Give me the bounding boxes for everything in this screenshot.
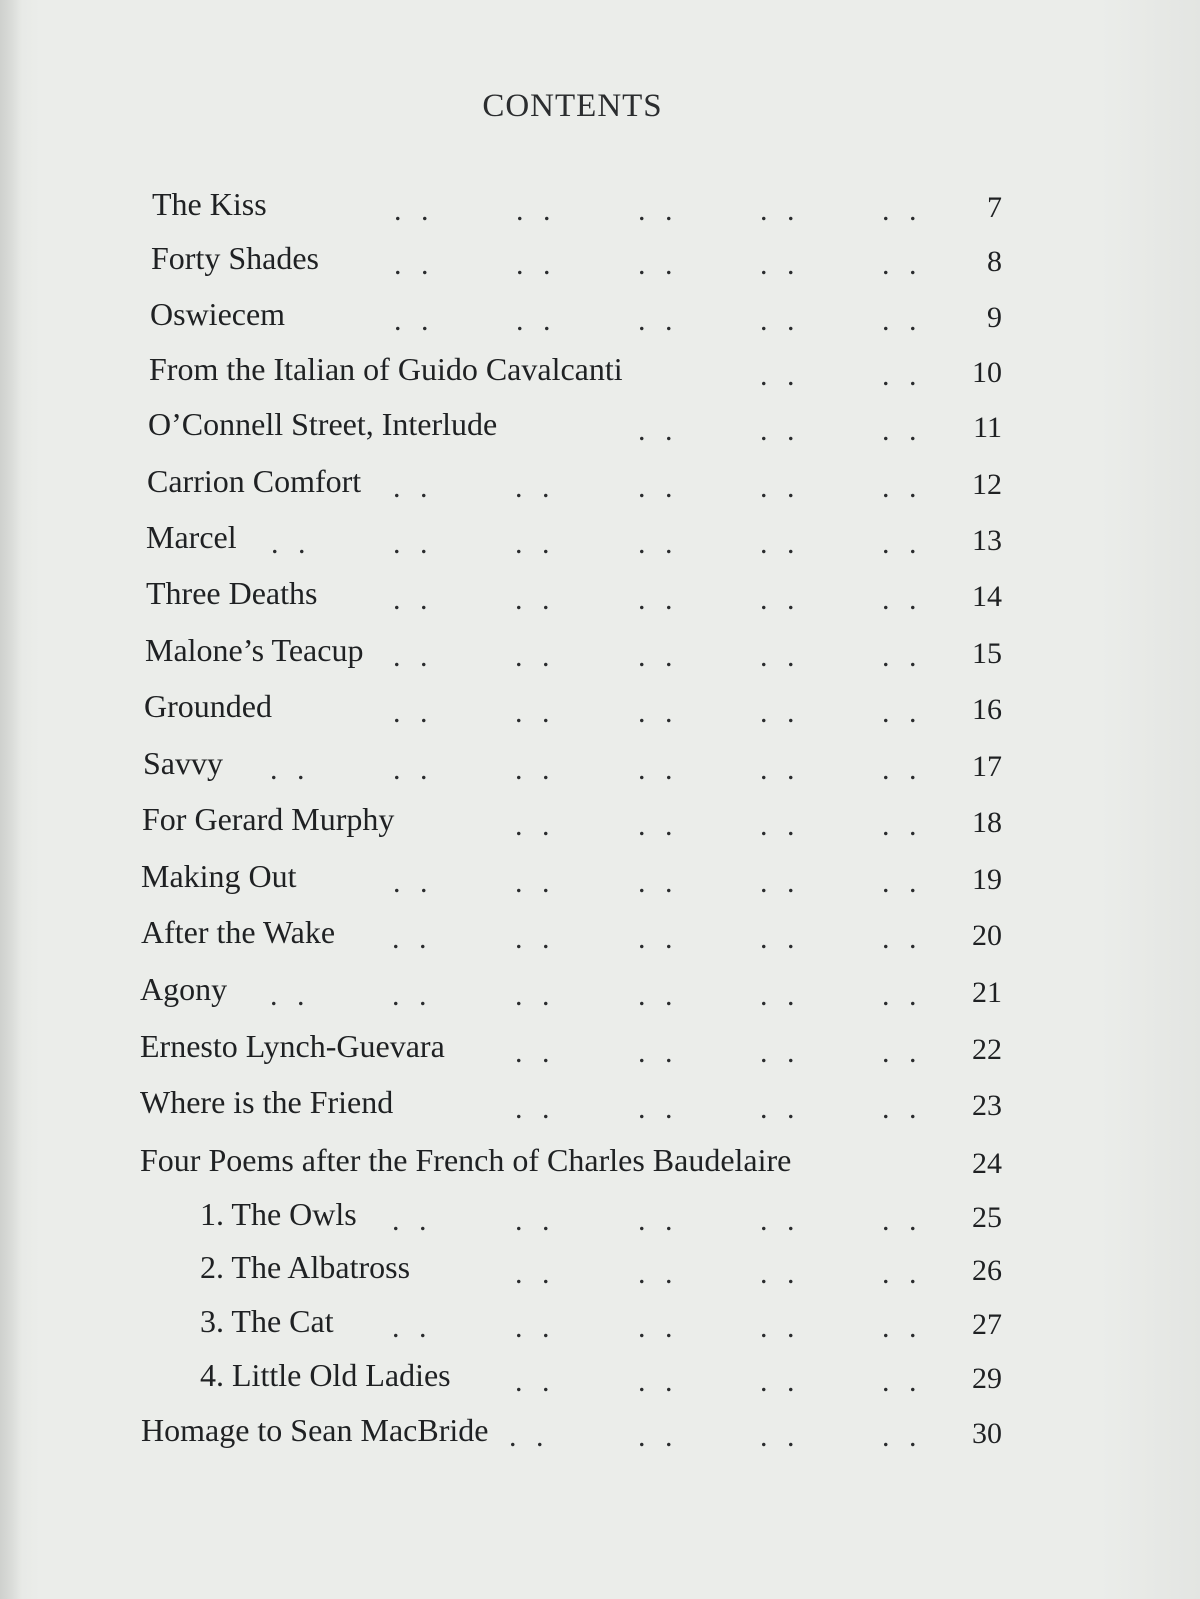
- entry-title: Malone’s Teacup: [145, 632, 364, 668]
- dot-leader: . .: [638, 248, 679, 281]
- entry-page-number: 29: [972, 1362, 1002, 1395]
- entry-page-number: 17: [972, 750, 1002, 783]
- dot-leader: . .: [394, 304, 435, 337]
- toc-entry: [0, 630, 1200, 673]
- toc-entry: [0, 1194, 1200, 1237]
- entry-page-number: 15: [972, 637, 1002, 670]
- dot-leader: . .: [882, 194, 923, 227]
- dot-leader: . .: [638, 414, 679, 447]
- entry-title: From the Italian of Guido Cavalcanti: [149, 351, 623, 387]
- dot-leader: . .: [515, 527, 556, 560]
- dot-leader: . .: [638, 922, 679, 955]
- entry-title: Three Deaths: [146, 575, 318, 611]
- dot-leader: . .: [638, 527, 679, 560]
- toc-entry: [0, 238, 1200, 281]
- dot-leader: . .: [760, 1092, 801, 1125]
- dot-leader: . .: [760, 1420, 801, 1453]
- dot-leader: . .: [882, 471, 923, 504]
- entry-page-number: 10: [972, 356, 1002, 389]
- dot-leader: . .: [760, 194, 801, 227]
- toc-entry: [0, 912, 1200, 955]
- entry-title: 2. The Albatross: [200, 1249, 411, 1285]
- entry-page-number: 24: [972, 1147, 1002, 1180]
- dot-leader: . .: [760, 1311, 801, 1344]
- entry-title: Four Poems after the French of Charles Baudelaire: [140, 1142, 792, 1178]
- dot-leader: . .: [638, 809, 679, 842]
- dot-leader: . .: [638, 1036, 679, 1069]
- dot-leader: . .: [509, 1420, 550, 1453]
- toc-entry: [0, 404, 1200, 447]
- entry-page-number: 19: [972, 863, 1002, 896]
- toc-entry: [0, 1026, 1200, 1069]
- toc-entry: [0, 743, 1200, 786]
- dot-leader: . .: [393, 583, 434, 616]
- dot-leader: . .: [515, 922, 556, 955]
- entry-page-number: 27: [972, 1308, 1002, 1341]
- dot-leader: . .: [638, 1092, 679, 1125]
- dot-leader: . .: [516, 248, 557, 281]
- toc-entry: [0, 1301, 1200, 1344]
- entry-title: 4. Little Old Ladies: [200, 1357, 451, 1393]
- dot-leader: . .: [882, 1257, 923, 1290]
- dot-leader: . .: [515, 753, 556, 786]
- entry-page-number: 14: [972, 580, 1002, 613]
- toc-entry: [0, 1410, 1200, 1453]
- toc-entry: [0, 1247, 1200, 1290]
- dot-leader: . .: [638, 1204, 679, 1237]
- entry-page-number: 26: [972, 1254, 1002, 1287]
- dot-leader: . .: [882, 866, 923, 899]
- dot-leader: . .: [882, 696, 923, 729]
- dot-leader: . .: [760, 640, 801, 673]
- toc-entry: [0, 686, 1200, 729]
- dot-leader: . .: [515, 866, 556, 899]
- toc-entry: [0, 799, 1200, 842]
- dot-leader: . .: [760, 1257, 801, 1290]
- dot-leader: . .: [882, 1092, 923, 1125]
- toc-entry: [0, 517, 1200, 560]
- dot-leader: . .: [882, 359, 923, 392]
- dot-leader: . .: [638, 471, 679, 504]
- dot-leader: . .: [515, 640, 556, 673]
- dot-leader: . .: [638, 640, 679, 673]
- dot-leader: . .: [760, 471, 801, 504]
- dot-leader: . .: [882, 1036, 923, 1069]
- entry-title: O’Connell Street, Interlude: [148, 406, 498, 442]
- toc-entry: [0, 1082, 1200, 1125]
- dot-leader: . .: [638, 1365, 679, 1398]
- dot-leader: . .: [394, 194, 435, 227]
- dot-leader: . .: [760, 809, 801, 842]
- entry-title: After the Wake: [141, 914, 336, 950]
- dot-leader: . .: [515, 809, 556, 842]
- dot-leader: . .: [638, 753, 679, 786]
- dot-leader: . .: [760, 979, 801, 1012]
- dot-leader: . .: [515, 696, 556, 729]
- dot-leader: . .: [882, 640, 923, 673]
- entry-title: 3. The Cat: [200, 1303, 334, 1339]
- entry-page-number: 21: [972, 976, 1002, 1009]
- dot-leader: . .: [638, 583, 679, 616]
- dot-leader: . .: [760, 414, 801, 447]
- entry-title: Where is the Friend: [140, 1084, 394, 1120]
- dot-leader: . .: [638, 696, 679, 729]
- entry-page-number: 8: [987, 245, 1002, 278]
- dot-leader: . .: [638, 194, 679, 227]
- entry-page-number: 20: [972, 919, 1002, 952]
- dot-leader: . .: [638, 1311, 679, 1344]
- dot-leader: . .: [882, 1365, 923, 1398]
- entry-page-number: 9: [987, 301, 1002, 334]
- dot-leader: . .: [882, 809, 923, 842]
- entry-title: The Kiss: [152, 186, 267, 222]
- entry-title: Homage to Sean MacBride: [141, 1412, 489, 1448]
- dot-leader: . .: [882, 1204, 923, 1237]
- dot-leader: . .: [760, 359, 801, 392]
- dot-leader: . .: [392, 1311, 433, 1344]
- entry-page-number: 23: [972, 1089, 1002, 1122]
- entry-page-number: 25: [972, 1201, 1002, 1234]
- dot-leader: . .: [638, 979, 679, 1012]
- dot-leader: . .: [515, 1036, 556, 1069]
- dot-leader: . .: [393, 866, 434, 899]
- dot-leader: . .: [515, 1204, 556, 1237]
- dot-leader: . .: [882, 304, 923, 337]
- dot-leader: . .: [882, 583, 923, 616]
- toc-entry: [0, 969, 1200, 1012]
- dot-leader: . .: [760, 696, 801, 729]
- dot-leader: . .: [393, 696, 434, 729]
- entry-title: Savvy: [143, 745, 223, 781]
- entry-title: Carrion Comfort: [147, 463, 362, 499]
- entry-title: 1. The Owls: [200, 1196, 357, 1232]
- dot-leader: . .: [760, 527, 801, 560]
- dot-leader: . .: [882, 527, 923, 560]
- page-title: CONTENTS: [482, 88, 663, 124]
- toc-entry: [0, 349, 1200, 392]
- dot-leader: . .: [882, 1311, 923, 1344]
- dot-leader: . .: [882, 979, 923, 1012]
- dot-leader: . .: [392, 1204, 433, 1237]
- dot-leader: . .: [392, 922, 433, 955]
- entry-page-number: 13: [972, 524, 1002, 557]
- entry-page-number: 7: [987, 191, 1002, 224]
- dot-leader: . .: [394, 248, 435, 281]
- dot-leader: . .: [638, 1257, 679, 1290]
- toc-entry: [0, 184, 1200, 227]
- dot-leader: . .: [760, 922, 801, 955]
- dot-leader: . .: [882, 753, 923, 786]
- dot-leader: . .: [760, 583, 801, 616]
- dot-leader: . .: [515, 471, 556, 504]
- entry-title: Agony: [140, 971, 228, 1007]
- dot-leader: . .: [760, 1036, 801, 1069]
- entry-title: Oswiecem: [150, 296, 286, 332]
- dot-leader: . .: [882, 414, 923, 447]
- entry-title: Grounded: [144, 688, 272, 724]
- toc-entry: [0, 1355, 1200, 1398]
- toc-entry: [0, 294, 1200, 337]
- dot-leader: . .: [760, 1204, 801, 1237]
- dot-leader: . .: [270, 753, 311, 786]
- toc-entry: [0, 573, 1200, 616]
- dot-leader: . .: [515, 1365, 556, 1398]
- entry-title: For Gerard Murphy: [142, 801, 395, 837]
- dot-leader: . .: [638, 866, 679, 899]
- dot-leader: . .: [393, 527, 434, 560]
- dot-leader: . .: [760, 1365, 801, 1398]
- dot-leader: . .: [516, 194, 557, 227]
- dot-leader: . .: [882, 248, 923, 281]
- entry-title: Forty Shades: [151, 240, 319, 276]
- dot-leader: . .: [393, 471, 434, 504]
- dot-leader: . .: [392, 979, 433, 1012]
- dot-leader: . .: [271, 527, 312, 560]
- entry-page-number: 22: [972, 1033, 1002, 1066]
- dot-leader: . .: [270, 979, 311, 1012]
- entry-title: Marcel: [146, 519, 237, 555]
- dot-leader: . .: [760, 866, 801, 899]
- dot-leader: . .: [515, 979, 556, 1012]
- entry-page-number: 16: [972, 693, 1002, 726]
- toc-entry: [0, 856, 1200, 899]
- toc-entry: [0, 461, 1200, 504]
- dot-leader: . .: [760, 304, 801, 337]
- dot-leader: . .: [760, 753, 801, 786]
- dot-leader: . .: [516, 304, 557, 337]
- dot-leader: . .: [882, 922, 923, 955]
- entry-page-number: 11: [973, 411, 1002, 444]
- entry-page-number: 18: [972, 806, 1002, 839]
- toc-entry: [0, 1140, 1200, 1180]
- dot-leader: . .: [638, 304, 679, 337]
- entry-title: Ernesto Lynch-Guevara: [140, 1028, 445, 1064]
- entry-title: Making Out: [141, 858, 297, 894]
- dot-leader: . .: [515, 1257, 556, 1290]
- dot-leader: . .: [638, 1420, 679, 1453]
- dot-leader: . .: [393, 640, 434, 673]
- dot-leader: . .: [393, 753, 434, 786]
- dot-leader: . .: [760, 248, 801, 281]
- entry-page-number: 12: [972, 468, 1002, 501]
- entry-page-number: 30: [972, 1417, 1002, 1450]
- dot-leader: . .: [882, 1420, 923, 1453]
- dot-leader: . .: [515, 1311, 556, 1344]
- dot-leader: . .: [515, 1092, 556, 1125]
- dot-leader: . .: [515, 583, 556, 616]
